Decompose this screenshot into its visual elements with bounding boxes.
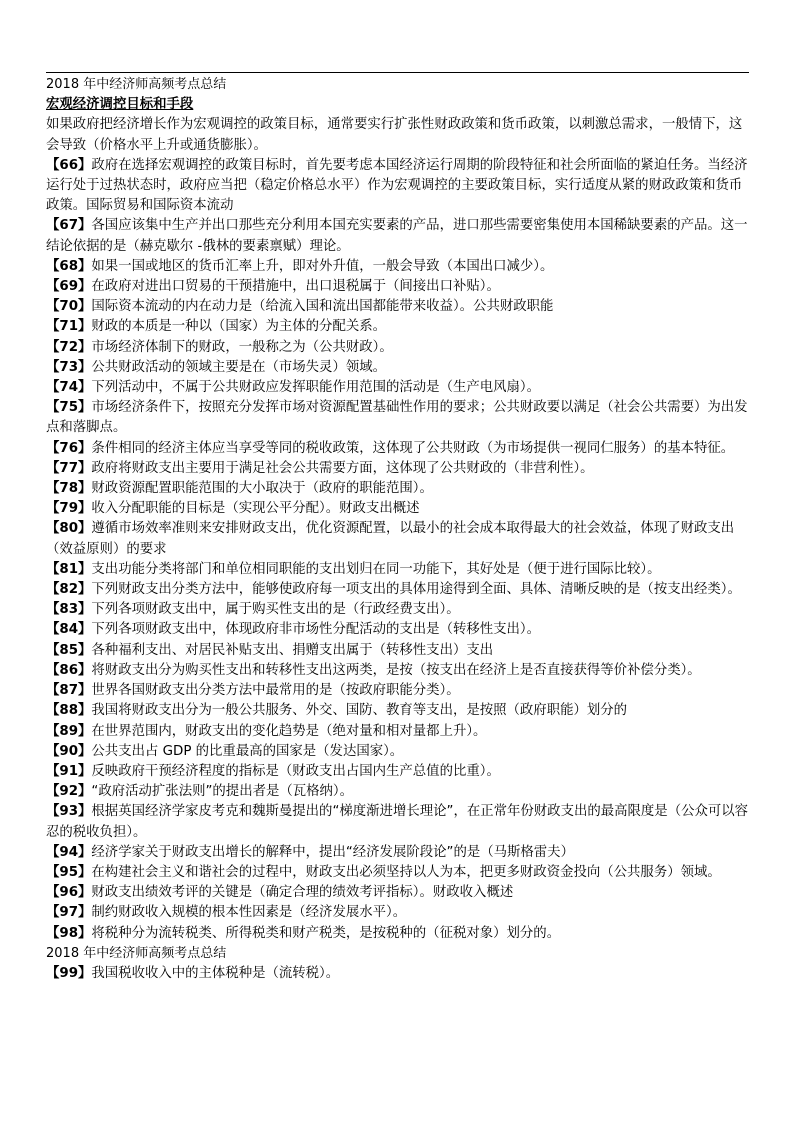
question-item	[46, 600, 751, 620]
question-text: 反映政府干预经济程度的指标是（财政支出占国内生产总值的比重）。	[91, 763, 500, 779]
section-title: 宏观经济调控目标和手段	[46, 97, 194, 113]
question-number: 【71】	[46, 319, 92, 335]
question-item	[46, 924, 751, 944]
question-item	[46, 802, 751, 842]
question-number: 【77】	[46, 460, 92, 476]
question-text: 在政府对进出口贸易的干预措施中，出口退税属于（间接出口补贴）。	[91, 279, 500, 295]
question-item	[46, 641, 751, 661]
question-number: 【80】	[46, 521, 92, 537]
question-number: 【93】	[46, 804, 92, 820]
question-item	[46, 499, 751, 519]
question-item	[46, 216, 751, 256]
question-text: 下列财政支出分类方法中，能够使政府每一项支出的具体用途得到全面、具体、清晰反映的是（按支出经类）。	[91, 582, 741, 598]
question-text: 经济学家关于财政支出增长的解释中，提出“经济发展阶段论”的是（马斯格雷夫）	[91, 844, 574, 860]
question-item	[46, 317, 751, 337]
question-text: 制约财政收入规模的根本性因素是（经济发展水平）。	[91, 905, 407, 921]
question-number: 【88】	[46, 703, 92, 719]
question-text: 公共支出占 GDP 的比重最高的国家是（发达国家）。	[91, 743, 404, 759]
question-number: 【84】	[46, 622, 92, 638]
question-number: 【94】	[46, 844, 92, 860]
question-item	[46, 257, 751, 277]
page-header-repeat: 2018 年中经济师高频考点总结	[46, 945, 227, 961]
question-item	[46, 964, 751, 984]
question-item	[46, 277, 751, 297]
question-item	[46, 782, 751, 802]
question-number: 【76】	[46, 440, 92, 456]
question-text: 政府将财政支出主要用于满足社会公共需要方面，这体现了公共财政的（非营利性）。	[91, 460, 594, 476]
question-text: 支出功能分类将部门和单位相同职能的支出划归在同一功能下，其好处是（便于进行国际比较）。	[91, 561, 661, 577]
question-item	[46, 297, 751, 317]
question-number: 【86】	[46, 662, 92, 678]
question-text: 下列活动中，不属于公共财政应发挥职能作用范围的活动是（生产电风扇）。	[91, 380, 541, 396]
question-number: 【92】	[46, 784, 92, 800]
question-number: 【81】	[46, 561, 92, 577]
question-item	[46, 661, 751, 681]
question-item	[46, 701, 751, 721]
question-number: 【82】	[46, 582, 92, 598]
question-item	[46, 398, 751, 438]
question-item	[46, 620, 751, 640]
question-text: “政府活动扩张法则”的提出者是（瓦格纳）。	[91, 784, 354, 800]
question-item	[46, 762, 751, 782]
question-number: 【72】	[46, 339, 92, 355]
question-text: 世界各国财政支出分类方法中最常用的是（按政府职能分类）。	[91, 683, 460, 699]
question-number: 【96】	[46, 885, 92, 901]
question-text: 财政支出绩效考评的关键是（确定合理的绩效考评指标）。财政收入概述	[91, 885, 514, 901]
question-number: 【73】	[46, 359, 92, 375]
question-number: 【79】	[46, 501, 92, 517]
question-text: 政府在选择宏观调控的政策目标时，首先要考虑本国经济运行周期的阶段特征和社会所面临的紧迫任务。当经济运行处于过热状态时，政府应当把（稳定价格总水平）作为宏观调控的主要政策目标，实行适度从紧的财政政策和货币政策。国际贸易和国际资本流动	[46, 157, 748, 214]
question-text: 将财政支出分为购买性支出和转移性支出这两类，是按（按支出在经济上是否直接获得等价补偿分类）。	[91, 662, 701, 678]
question-text: 遵循市场效率准则来安排财政支出，优化资源配置，以最小的社会成本取得最大的社会效益，体现了财政支出（效益原则）的要求	[46, 521, 735, 557]
question-text: 在构建社会主义和谐社会的过程中，财政支出必须坚持以人为本，把更多财政资金投向（公共服务）领域。	[91, 864, 721, 880]
question-text: 下列各项财政支出中，属于购买性支出的是（行政经费支出）。	[91, 602, 460, 618]
question-number: 【78】	[46, 481, 92, 497]
question-number: 【68】	[46, 258, 92, 274]
question-list-2	[46, 964, 751, 984]
question-number: 【66】	[46, 157, 92, 173]
question-number: 【83】	[46, 602, 92, 618]
question-item	[46, 903, 751, 923]
question-number: 【95】	[46, 864, 92, 880]
question-number: 【90】	[46, 743, 92, 759]
header-rule	[46, 72, 749, 73]
question-number: 【89】	[46, 723, 92, 739]
question-text: 财政的本质是一种以（国家）为主体的分配关系。	[91, 319, 387, 335]
question-number: 【97】	[46, 905, 92, 921]
question-number: 【70】	[46, 299, 92, 315]
question-item	[46, 439, 751, 459]
question-number: 【98】	[46, 925, 92, 941]
question-item	[46, 519, 751, 559]
question-text: 公共财政活动的领域主要是在（市场失灵）领域。	[91, 359, 387, 375]
question-text: 我国将财政支出分为一般公共服务、外交、国防、教育等支出，是按照（政府职能）划分的	[91, 703, 628, 719]
question-item	[46, 459, 751, 479]
question-text: 如果一国或地区的货币汇率上升，即对外升值，一般会导致（本国出口减少）。	[91, 258, 554, 274]
question-item	[46, 742, 751, 762]
question-item	[46, 338, 751, 358]
question-item	[46, 560, 751, 580]
question-text: 在世界范围内，财政支出的变化趋势是（绝对量和相对量都上升）。	[91, 723, 487, 739]
question-item	[46, 378, 751, 398]
question-number: 【85】	[46, 642, 92, 658]
question-number: 【67】	[46, 218, 92, 234]
question-text: 条件相同的经济主体应当享受等同的税收政策，这体现了公共财政（为市场提供一视同仁服务）的基本特征。	[91, 440, 735, 456]
intro-paragraph: 如果政府把经济增长作为宏观调控的政策目标，通常要实行扩张性财政政策和货币政策，以刺激总需求，一般情下，这会导致（价格水平上升或通货膨胀）。	[46, 117, 743, 153]
document-body	[46, 75, 751, 984]
question-text: 下列各项财政支出中，体现政府非市场性分配活动的支出是（转移性支出）。	[91, 622, 541, 638]
question-text: 各种福利支出、对居民补贴支出、捐赠支出属于（转移性支出）支出	[91, 642, 494, 658]
question-list	[46, 156, 751, 944]
question-item	[46, 156, 751, 217]
question-text: 收入分配职能的目标是（实现公平分配）。财政支出概述	[91, 501, 420, 517]
question-number: 【69】	[46, 279, 92, 295]
question-text: 市场经济条件下，按照充分发挥市场对资源配置基础性作用的要求；公共财政要以满足（社会公共需要）为出发点和落脚点。	[46, 400, 748, 436]
question-number: 【87】	[46, 683, 92, 699]
question-text: 国际资本流动的内在动力是（给流入国和流出国都能带来收益）。公共财政职能	[91, 299, 554, 315]
question-item	[46, 479, 751, 499]
question-number: 【91】	[46, 763, 92, 779]
question-text: 我国税收收入中的主体税种是（流转税）。	[91, 965, 340, 981]
question-item	[46, 722, 751, 742]
question-number: 【75】	[46, 400, 92, 416]
question-item	[46, 863, 751, 883]
question-item	[46, 580, 751, 600]
question-text: 根据英国经济学家皮考克和魏斯曼提出的“梯度渐进增长理论”，在正常年份财政支出的最高限度是（公众可以容忍的税收负担）。	[46, 804, 749, 840]
page-header: 2018 年中经济师高频考点总结	[46, 77, 227, 92]
question-text: 市场经济体制下的财政，一般称之为（公共财政）。	[91, 339, 393, 355]
question-number: 【99】	[46, 965, 92, 981]
question-number: 【74】	[46, 380, 92, 396]
question-text: 各国应该集中生产并出口那些充分利用本国充实要素的产品，进口那些需要密集使用本国稀缺要素的产品。这一结论依据的是（赫克歇尔 -俄林的要素禀赋）理论。	[46, 218, 748, 254]
question-item	[46, 358, 751, 378]
question-text: 财政资源配置职能范围的大小取决于（政府的职能范围）。	[91, 481, 433, 497]
question-item	[46, 681, 751, 701]
question-text: 将税种分为流转税类、所得税类和财产税类，是按税种的（征税对象）划分的。	[91, 925, 561, 941]
question-item	[46, 843, 751, 863]
question-item	[46, 883, 751, 903]
